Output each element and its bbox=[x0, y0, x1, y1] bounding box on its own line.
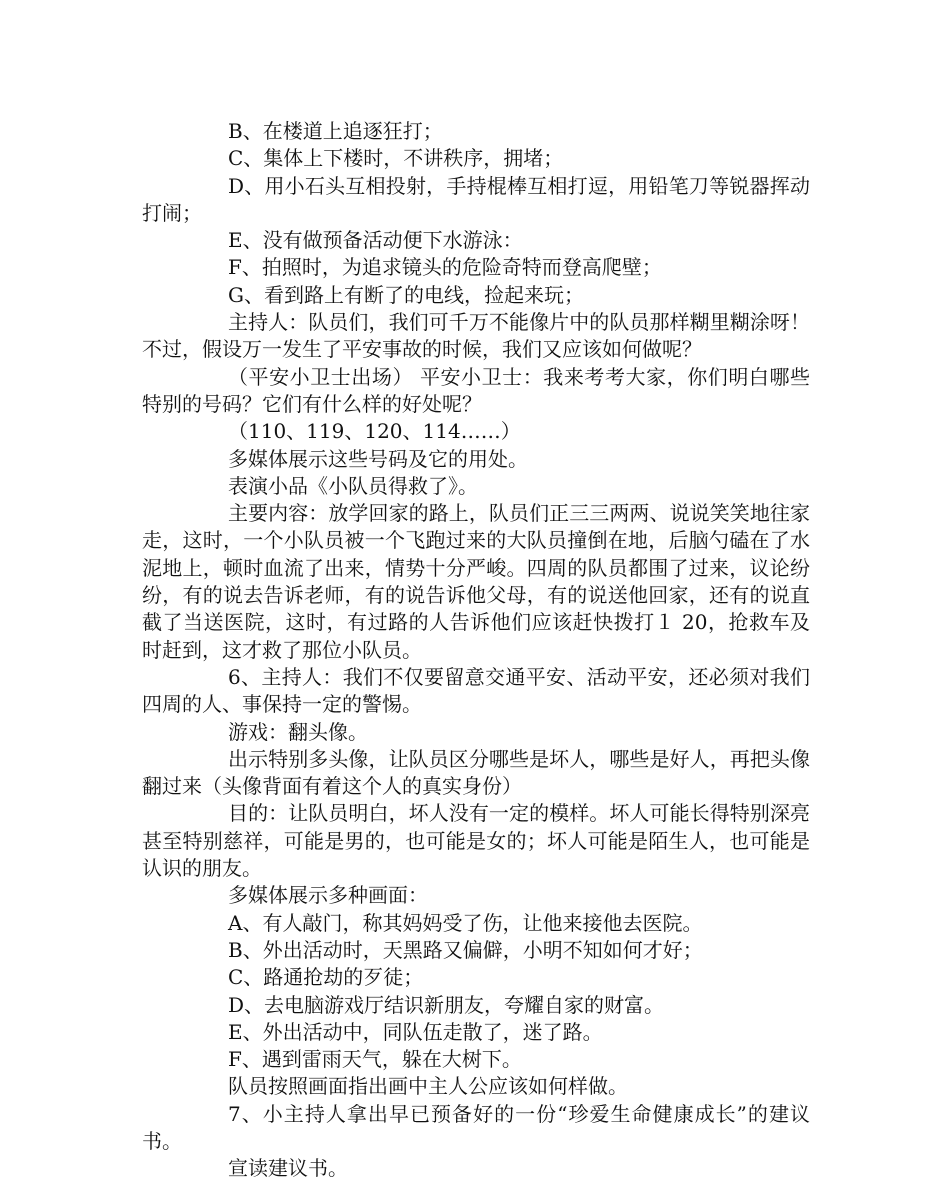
paragraph: （平安小卫士出场） 平安小卫士：我来考考大家，你们明白哪些特别的号码？它们有什么样的好处呢？ bbox=[142, 364, 810, 416]
paragraph: F、遇到雷雨天气，躲在大树下。 bbox=[228, 1047, 522, 1072]
paragraph: C、集体上下楼时，不讲秩序，拥堵； bbox=[228, 146, 564, 171]
paragraph: 出示特别多头像，让队员区分哪些是坏人，哪些是好人，再把头像翻过来（头像背面有着这个人的真实身份） bbox=[142, 746, 810, 799]
paragraph: 宣读建议书。 bbox=[228, 1156, 348, 1181]
paragraph: 7、小主持人拿出早已预备好的一份“珍爱生命健康成长”的建议书。 bbox=[142, 1101, 810, 1153]
document-body bbox=[142, 118, 810, 1183]
paragraph: 队员按照画面指出画中主人公应该如何样做。 bbox=[228, 1074, 628, 1099]
paragraph: 主要内容：放学回家的路上，队员们正三三两两、说说笑笑地往家走，这时，一个小队员被一个飞跑过来的大队员撞倒在地，后脑勺磕在了水泥地上，顿时血流了出来，情势十分严峻。四周的队员都围了过来，议论纷纷，有的说去告诉老师，有的说告诉他父母，有的说送他回家，还有的说直截了当送医院，这时，有过路的人告诉他们应该赶快拨打１ 20，抢救车及时赶到，这才救了那位小队员。 bbox=[142, 501, 810, 662]
paragraph: E、没有做预备活动便下水游泳： bbox=[228, 228, 523, 253]
paragraph: B、在楼道上追逐狂打； bbox=[228, 119, 443, 143]
paragraph: 6、主持人：我们不仅要留意交通平安、活动平安，还必须对我们四周的人、事保持一定的警惕。 bbox=[142, 664, 810, 717]
paragraph: （110、119、120、114……） bbox=[228, 419, 521, 444]
paragraph: 目的：让队员明白，坏人没有一定的模样。坏人可能长得特别深亮甚至特别慈祥，可能是男的，也可能是女的；坏人可能是陌生人，也可能是认识的朋友。 bbox=[142, 801, 810, 881]
paragraph: D、用小石头互相投射，手持棍棒互相打逗，用铅笔刀等锐器挥动打闹； bbox=[142, 173, 810, 225]
paragraph: A、有人敲门，称其妈妈受了伤，让他来接他去医院。 bbox=[228, 910, 703, 935]
paragraph: G、看到路上有断了的电线，捡起来玩； bbox=[228, 282, 584, 307]
paragraph: B、外出活动时，天黑路又偏僻，小明不知如何才好； bbox=[228, 937, 703, 962]
paragraph: 主持人：队员们，我们可千万不能像片中的队员那样糊里糊涂呀！不过，假设万一发生了平安事故的时候，我们又应该如何做呢？ bbox=[142, 310, 810, 362]
paragraph: 游戏：翻头像。 bbox=[228, 719, 368, 744]
paragraph: 多媒体展示这些号码及它的用处。 bbox=[228, 446, 528, 471]
paragraph: F、拍照时，为追求镜头的危险奇特而登高爬壁； bbox=[228, 255, 662, 280]
paragraph: 多媒体展示多种画面： bbox=[228, 883, 428, 908]
paragraph: E、外出活动中，同队伍走散了，迷了路。 bbox=[228, 1019, 603, 1044]
paragraph: 表演小品《小队员得救了》。 bbox=[228, 473, 478, 498]
paragraph: C、路通抢劫的歹徒； bbox=[228, 965, 424, 990]
paragraph: D、去电脑游戏厅结识新朋友，夸耀自家的财富。 bbox=[228, 992, 665, 1017]
